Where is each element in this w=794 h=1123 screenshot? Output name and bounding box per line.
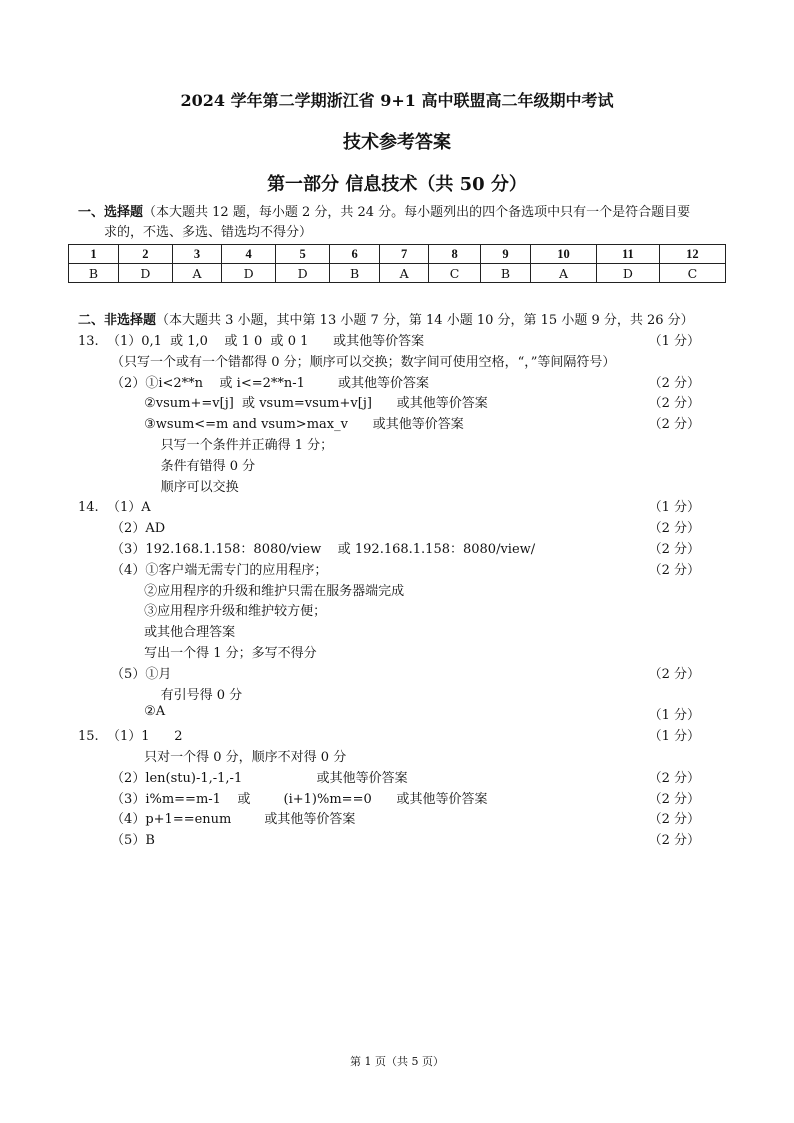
answer-table-answer-row: [69, 264, 726, 283]
answer-line: ②A: [78, 704, 166, 720]
score-label: （2 分）: [648, 396, 700, 412]
answer-line: ③wsum<=m and vsum>max_v 或其他等价答案: [78, 417, 464, 433]
answer-line: （2）len(stu)-1,-1,-1 或其他等价答案: [78, 770, 408, 786]
question-number-cell: 9: [481, 245, 531, 264]
section1-label: 一、选择题: [78, 205, 144, 220]
answer-table: [68, 244, 726, 283]
answer-line: （4）p+1==enum 或其他等价答案: [78, 812, 356, 828]
section2-desc: （本大题共 3 小题，其中第 13 小题 7 分，第 14 小题 10 分，第 15 小题 9 分，共 26 分）: [156, 313, 694, 328]
answer-line: 14. （1）A: [78, 500, 151, 516]
answer-cell: B: [330, 264, 380, 283]
answer-line: 只对一个得 0 分，顺序不对得 0 分: [78, 750, 347, 765]
answer-line: 15. （1）1 2: [78, 729, 183, 745]
answer-line: ②vsum+=v[j] 或 vsum=vsum+v[j] 或其他等价答案: [78, 396, 488, 412]
answer-line: 有引号得 0 分: [78, 687, 243, 703]
question-number-cell: 12: [659, 245, 725, 264]
answer-line: （3）192.168.1.158：8080/view 或 192.168.1.158：8080/view/: [78, 542, 536, 557]
score-label: （2 分）: [648, 791, 700, 807]
answer-line: （2）AD: [78, 521, 166, 537]
answer-line: 写出一个得 1 分；多写不得分: [78, 646, 317, 661]
answer-line: 13. （1）0,1 或 1,0 或 1 0 或 0 1 或其他等价答案: [78, 334, 425, 349]
section2-intro: [78, 309, 768, 328]
answer-cell: B: [481, 264, 531, 283]
question-number-cell: 10: [530, 245, 596, 264]
answer-cell: D: [276, 264, 330, 283]
score-label: （2 分）: [648, 812, 700, 828]
section1-intro: [78, 203, 728, 243]
question-number-cell: 2: [118, 245, 172, 264]
answer-cell: D: [597, 264, 660, 283]
score-label: （2 分）: [648, 521, 700, 537]
score-label: （1 分）: [648, 334, 700, 349]
score-label: （2 分）: [648, 542, 700, 557]
answer-cell: D: [118, 264, 172, 283]
answer-line: （只写一个或有一个错都得 0 分；顺序可以交换；数字间可使用空格，“，”等间隔符号）: [78, 354, 616, 370]
answer-line: （2）①i<2**n 或 i<=2**n-1 或其他等价答案: [78, 375, 429, 391]
question-number-cell: 4: [222, 245, 276, 264]
answer-line: （5）①月: [78, 666, 172, 682]
score-label: （2 分）: [648, 770, 700, 786]
answer-line: 只写一个条件并正确得 1 分；: [78, 438, 334, 453]
score-label: （2 分）: [648, 375, 700, 391]
answer-cell: C: [429, 264, 481, 283]
answer-line: ③应用程序升级和维护较方便；: [78, 604, 327, 620]
answer-line: ②应用程序的升级和维护只需在服务器端完成: [78, 583, 405, 599]
answer-cell: A: [380, 264, 429, 283]
answer-cell: C: [659, 264, 725, 283]
section1-desc-line2: 求的，不选、多选、错选均不得分）: [104, 225, 313, 240]
answer-line: 或其他合理答案: [78, 625, 236, 641]
part-title: 第一部分 信息技术（共 50 分）: [267, 174, 527, 195]
score-label: （2 分）: [648, 666, 700, 682]
score-label: （1 分）: [648, 729, 700, 745]
doc-title: 技术参考答案: [343, 132, 451, 153]
score-label: （2 分）: [648, 562, 700, 578]
page-footer: 第 1 页（共 5 页）: [350, 1055, 444, 1068]
score-label: （1 分）: [648, 500, 700, 516]
question-number-cell: 5: [276, 245, 330, 264]
answer-line: 条件有错得 0 分: [78, 458, 256, 474]
answer-line: （3）i%m==m-1 或 (i+1)%m==0 或其他等价答案: [78, 791, 488, 807]
answer-cell: A: [172, 264, 221, 283]
answer-cell: D: [222, 264, 276, 283]
exam-title: 2024 学年第二学期浙江省 9+1 高中联盟高二年级期中考试: [180, 91, 614, 110]
score-label: （1 分）: [648, 708, 700, 724]
answer-line: （5）B: [78, 833, 155, 849]
score-label: （2 分）: [648, 833, 700, 849]
question-number-cell: 7: [380, 245, 429, 264]
question-number-cell: 6: [330, 245, 380, 264]
score-label: （2 分）: [648, 417, 700, 433]
answer-line: 顺序可以交换: [78, 479, 239, 495]
answer-line: （4）①客户端无需专门的应用程序；: [78, 562, 328, 578]
answer-cell: A: [530, 264, 596, 283]
question-number-cell: 8: [429, 245, 481, 264]
question-number-cell: 3: [172, 245, 221, 264]
answer-table-header-row: [69, 245, 726, 264]
section2-label: 二、非选择题: [78, 313, 157, 328]
section1-desc-line1: （本大题共 12 题，每小题 2 分，共 24 分。每小题列出的四个备选项中只有一个是符合题目要: [143, 205, 691, 220]
answer-cell: B: [69, 264, 119, 283]
question-number-cell: 11: [597, 245, 660, 264]
question-number-cell: 1: [69, 245, 119, 264]
